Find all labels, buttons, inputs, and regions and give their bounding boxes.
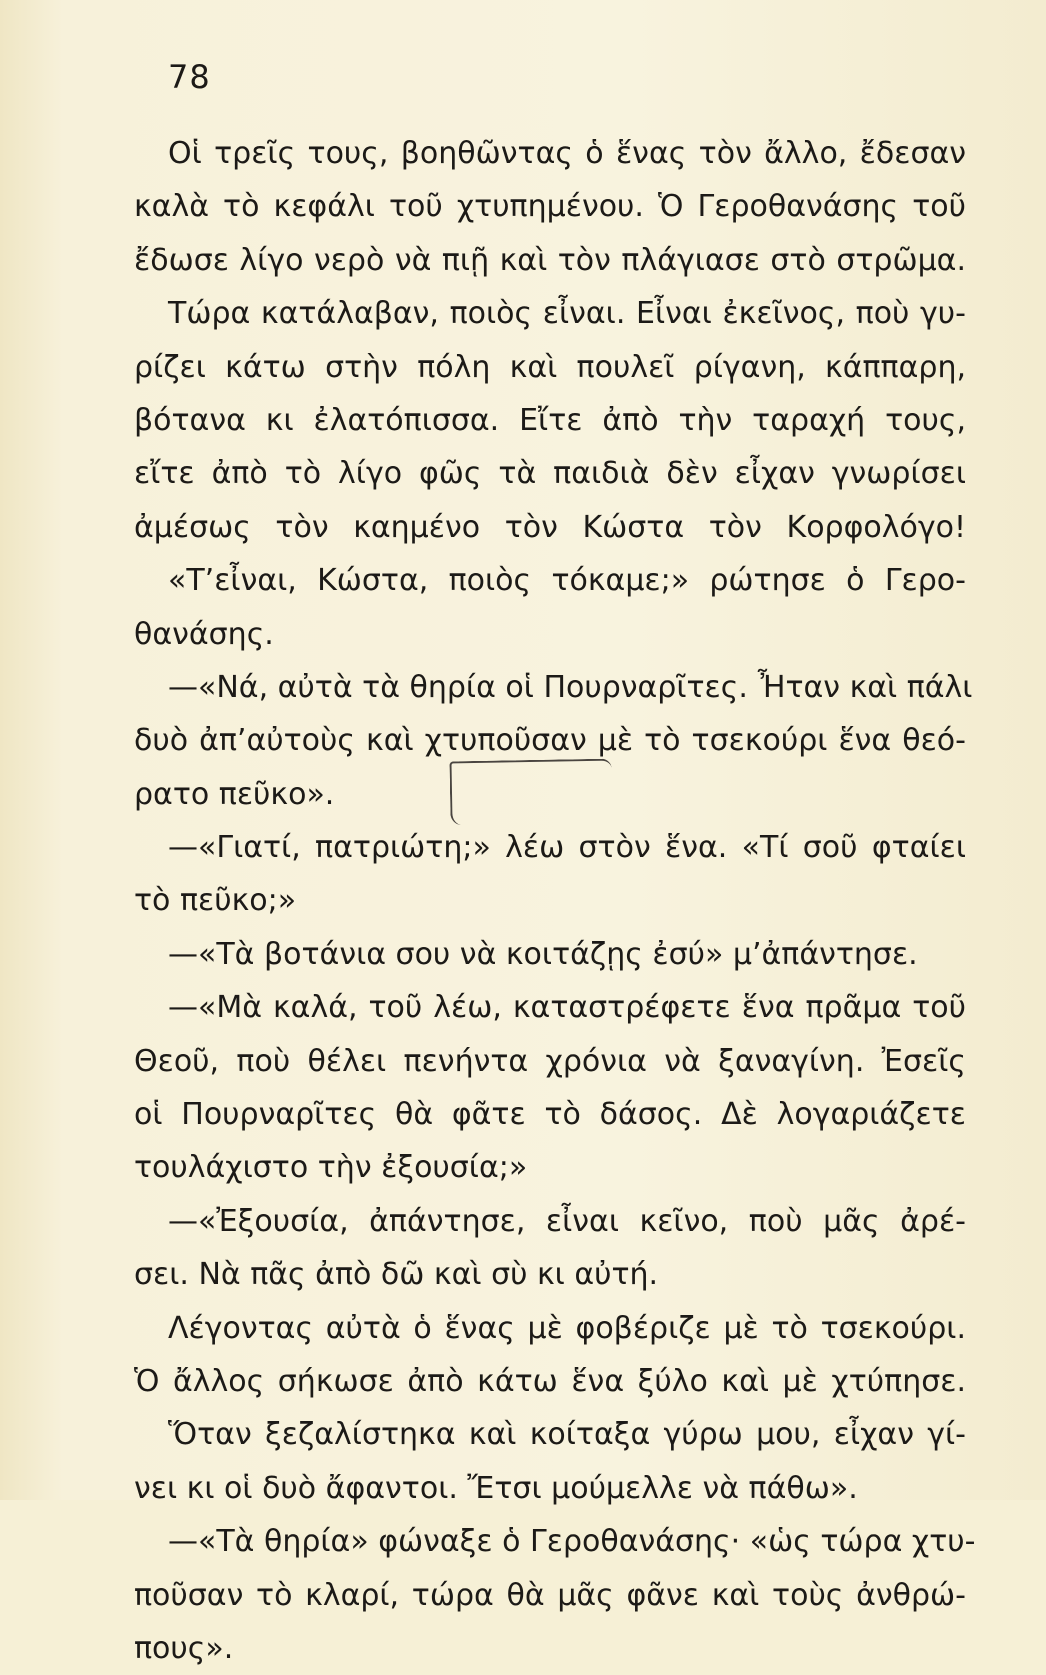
text-line: Ὁ ἄλλος σήκωσε ἀπὸ κάτω ἕνα ξύλο καὶ μὲ χτύπησε. — [134, 1363, 966, 1399]
text-line: τὸ πεῦκο;» — [134, 883, 297, 919]
text-line: —«Μὰ καλά, τοῦ λέω, καταστρέφετε ἕνα πρᾶμα τοῦ — [168, 990, 966, 1026]
text-line: —«Νά, αὐτὰ τὰ θηρία οἱ Πουρναρῖτες. Ἦταν καὶ πάλι — [168, 669, 973, 705]
text-line: «Τ’εἶναι, Κώστα, ποιὸς τόκαμε;» ρώτησε ὁ Γερο- — [168, 563, 966, 599]
text-line: Ὅταν ξεζαλίστηκα καὶ κοίταξα γύρω μου, εἶχαν γί- — [168, 1417, 966, 1453]
text-line: δυὸ ἀπ’αὐτοὺς καὶ χτυποῦσαν μὲ τὸ τσεκούρι ἕνα θεό- — [134, 723, 966, 759]
page-number: 78 — [168, 58, 211, 96]
text-line: —«Ἐξουσία, ἀπάντησε, εἶναι κεῖνο, ποὺ μᾶς ἀρέ- — [168, 1203, 966, 1239]
text-line: Θεοῦ, ποὺ θέλει πενήντα χρόνια νὰ ξαναγίνη. Ἐσεῖς — [134, 1043, 966, 1079]
text-line: θανάσης. — [134, 616, 274, 652]
text-line: καλὰ τὸ κεφάλι τοῦ χτυπημένου. Ὁ Γεροθανάσης τοῦ — [134, 189, 966, 225]
text-line: τουλάχιστο τὴν ἐξουσία;» — [134, 1150, 528, 1186]
text-line: ποῦσαν τὸ κλαρί, τώρα θὰ μᾶς φᾶνε καὶ τοὺς ἀνθρώ- — [134, 1577, 966, 1613]
text-line: βότανα κι ἐλατόπισσα. Εἴτε ἀπὸ τὴν ταραχή τους, — [134, 402, 966, 438]
text-line: —«Γιατί, πατριώτη;» λέω στὸν ἕνα. «Τί σοῦ φταίει — [168, 830, 966, 866]
text-line: ἔδωσε λίγο νερὸ νὰ πιῇ καὶ τὸν πλάγιασε στὸ στρῶμα. — [134, 242, 966, 278]
text-line: πους». — [134, 1630, 234, 1666]
text-line: ἀμέσως τὸν καημένο τὸν Κώστα τὸν Κορφολόγο! — [134, 509, 966, 545]
text-line: Οἱ τρεῖς τους, βοηθῶντας ὁ ἕνας τὸν ἄλλο, ἔδεσαν — [168, 136, 966, 171]
text-line: νει κι οἱ δυὸ ἄφαντοι. Ἔτσι μούμελλε νὰ πάθω». — [134, 1470, 858, 1506]
text-line: —«Τὰ βοτάνια σου νὰ κοιτάζῃς ἐσύ» μ’ἀπάντησε. — [168, 936, 918, 972]
text-line: σει. Νὰ πᾶς ἀπὸ δῶ καὶ σὺ κι αὐτή. — [134, 1257, 659, 1293]
text-line: ρατο πεῦκο». — [134, 776, 335, 812]
text-line: εἴτε ἀπὸ τὸ λίγο φῶς τὰ παιδιὰ δὲν εἶχαν γνωρίσει — [134, 456, 966, 492]
body-text — [134, 127, 976, 1675]
text-line: οἱ Πουρναρῖτες θὰ φᾶτε τὸ δάσος. Δὲ λογαριάζετε — [134, 1097, 966, 1133]
text-line: ρίζει κάτω στὴν πόλη καὶ πουλεῖ ρίγανη, κάππαρη, — [134, 349, 966, 385]
text-line: —«Τὰ θηρία» φώναξε ὁ Γεροθανάσης· «ὡς τώρα χτυ- — [168, 1524, 976, 1560]
text-line: Λέγοντας αὐτὰ ὁ ἕνας μὲ φοβέριζε μὲ τὸ τσεκούρι. — [168, 1310, 966, 1346]
text-line: Τώρα κατάλαβαν, ποιὸς εἶναι. Εἶναι ἐκεῖνος, ποὺ γυ- — [168, 296, 966, 332]
